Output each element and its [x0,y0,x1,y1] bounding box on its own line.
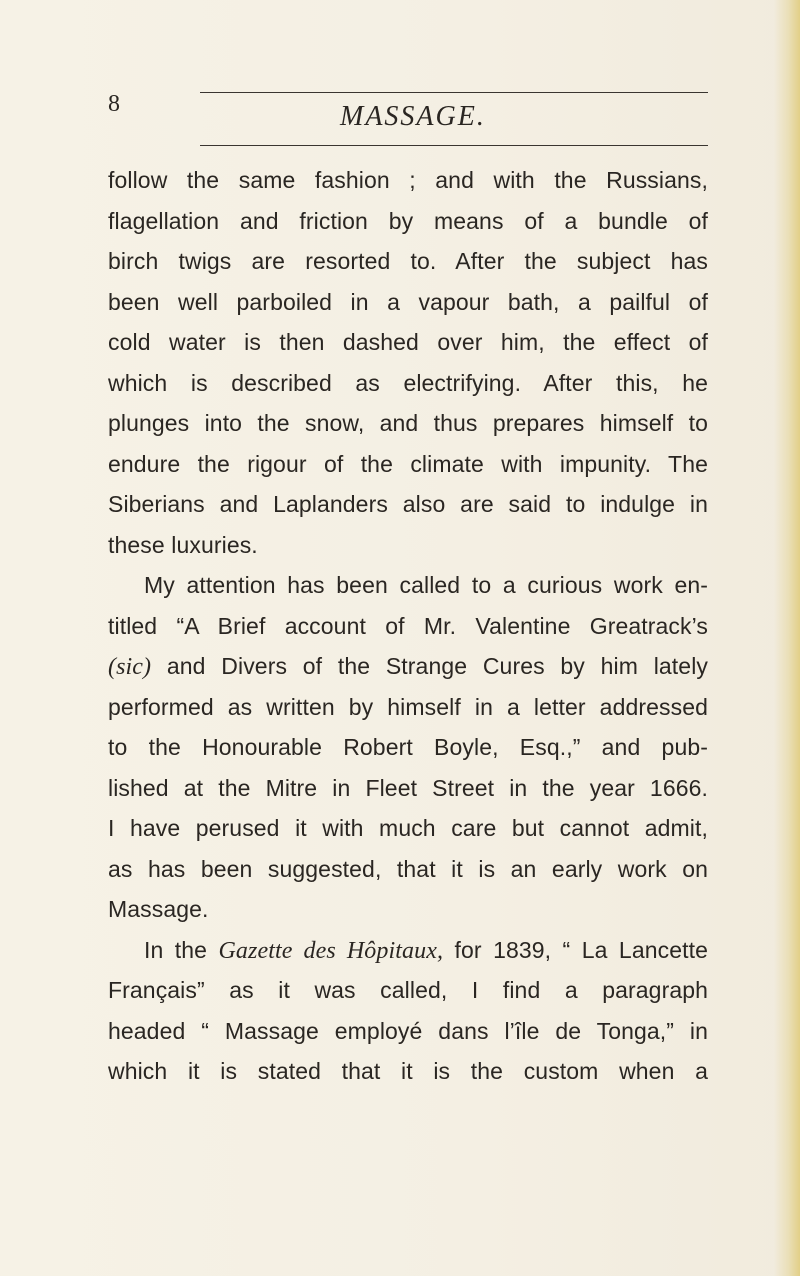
text-line: been well parboiled in a vapour bath, a pailful of [108,288,708,315]
text-line-with-italic [108,930,708,971]
text-line: I have perused it with much care but cannot admit, [108,815,708,841]
text-line: these luxuries. [108,531,258,558]
text-line: cold water is then dashed over him, the effect of [108,329,708,355]
text-line: endure the rigour of the climate with impunity. The [108,450,708,477]
text-line: follow the same fashion ; and with the Russians, [108,167,708,193]
italic-sic: (sic) [108,654,152,680]
text-line: Siberians and Laplanders also are said to indulge in [108,491,708,517]
text-line: flagellation and friction by means of a bundle of [108,207,708,234]
header-rule-bottom [200,145,708,146]
text-line: titled “A Brief account of Mr. Valentine Greatrack’s [108,612,708,639]
text-line: which is described as electrifying. After this, he [108,369,708,396]
text-line: birch twigs are resorted to. After the subject has [108,248,708,274]
text-line: Français” as it was called, I find a paragraph [108,977,708,1003]
text-line: headed “ Massage employé dans l’île de Tonga,” in [108,1017,708,1044]
text-line: plunges into the snow, and thus prepares himself to [108,410,708,436]
text-line-with-italic [108,646,708,687]
text-line: performed as written by himself in a letter addressed [108,693,708,720]
page-edge [774,0,800,1276]
page-number: 8 [108,91,120,117]
italic-gazette: Gazette des Hôpitaux, [218,937,444,964]
text-line: My attention has been called to a curious work en- [144,572,708,598]
text-line: as has been suggested, that it is an early work on [108,855,708,882]
text-line: to the Honourable Robert Boyle, Esq.,” and pub- [108,734,708,760]
text-line: lished at the Mitre in Fleet Street in the year 1666. [108,774,708,801]
text-fragment: In the [144,936,208,963]
text-fragment: and Divers of the Strange Cures by him lately [166,653,708,679]
text-line: Massage. [108,896,209,922]
text-line: which it is stated that it is the custom when a [108,1058,708,1084]
running-title: MASSAGE. [340,101,486,132]
header-rule-top [200,92,708,93]
body-text [108,160,708,1092]
text-fragment: for 1839, “ La Lancette [454,936,708,963]
